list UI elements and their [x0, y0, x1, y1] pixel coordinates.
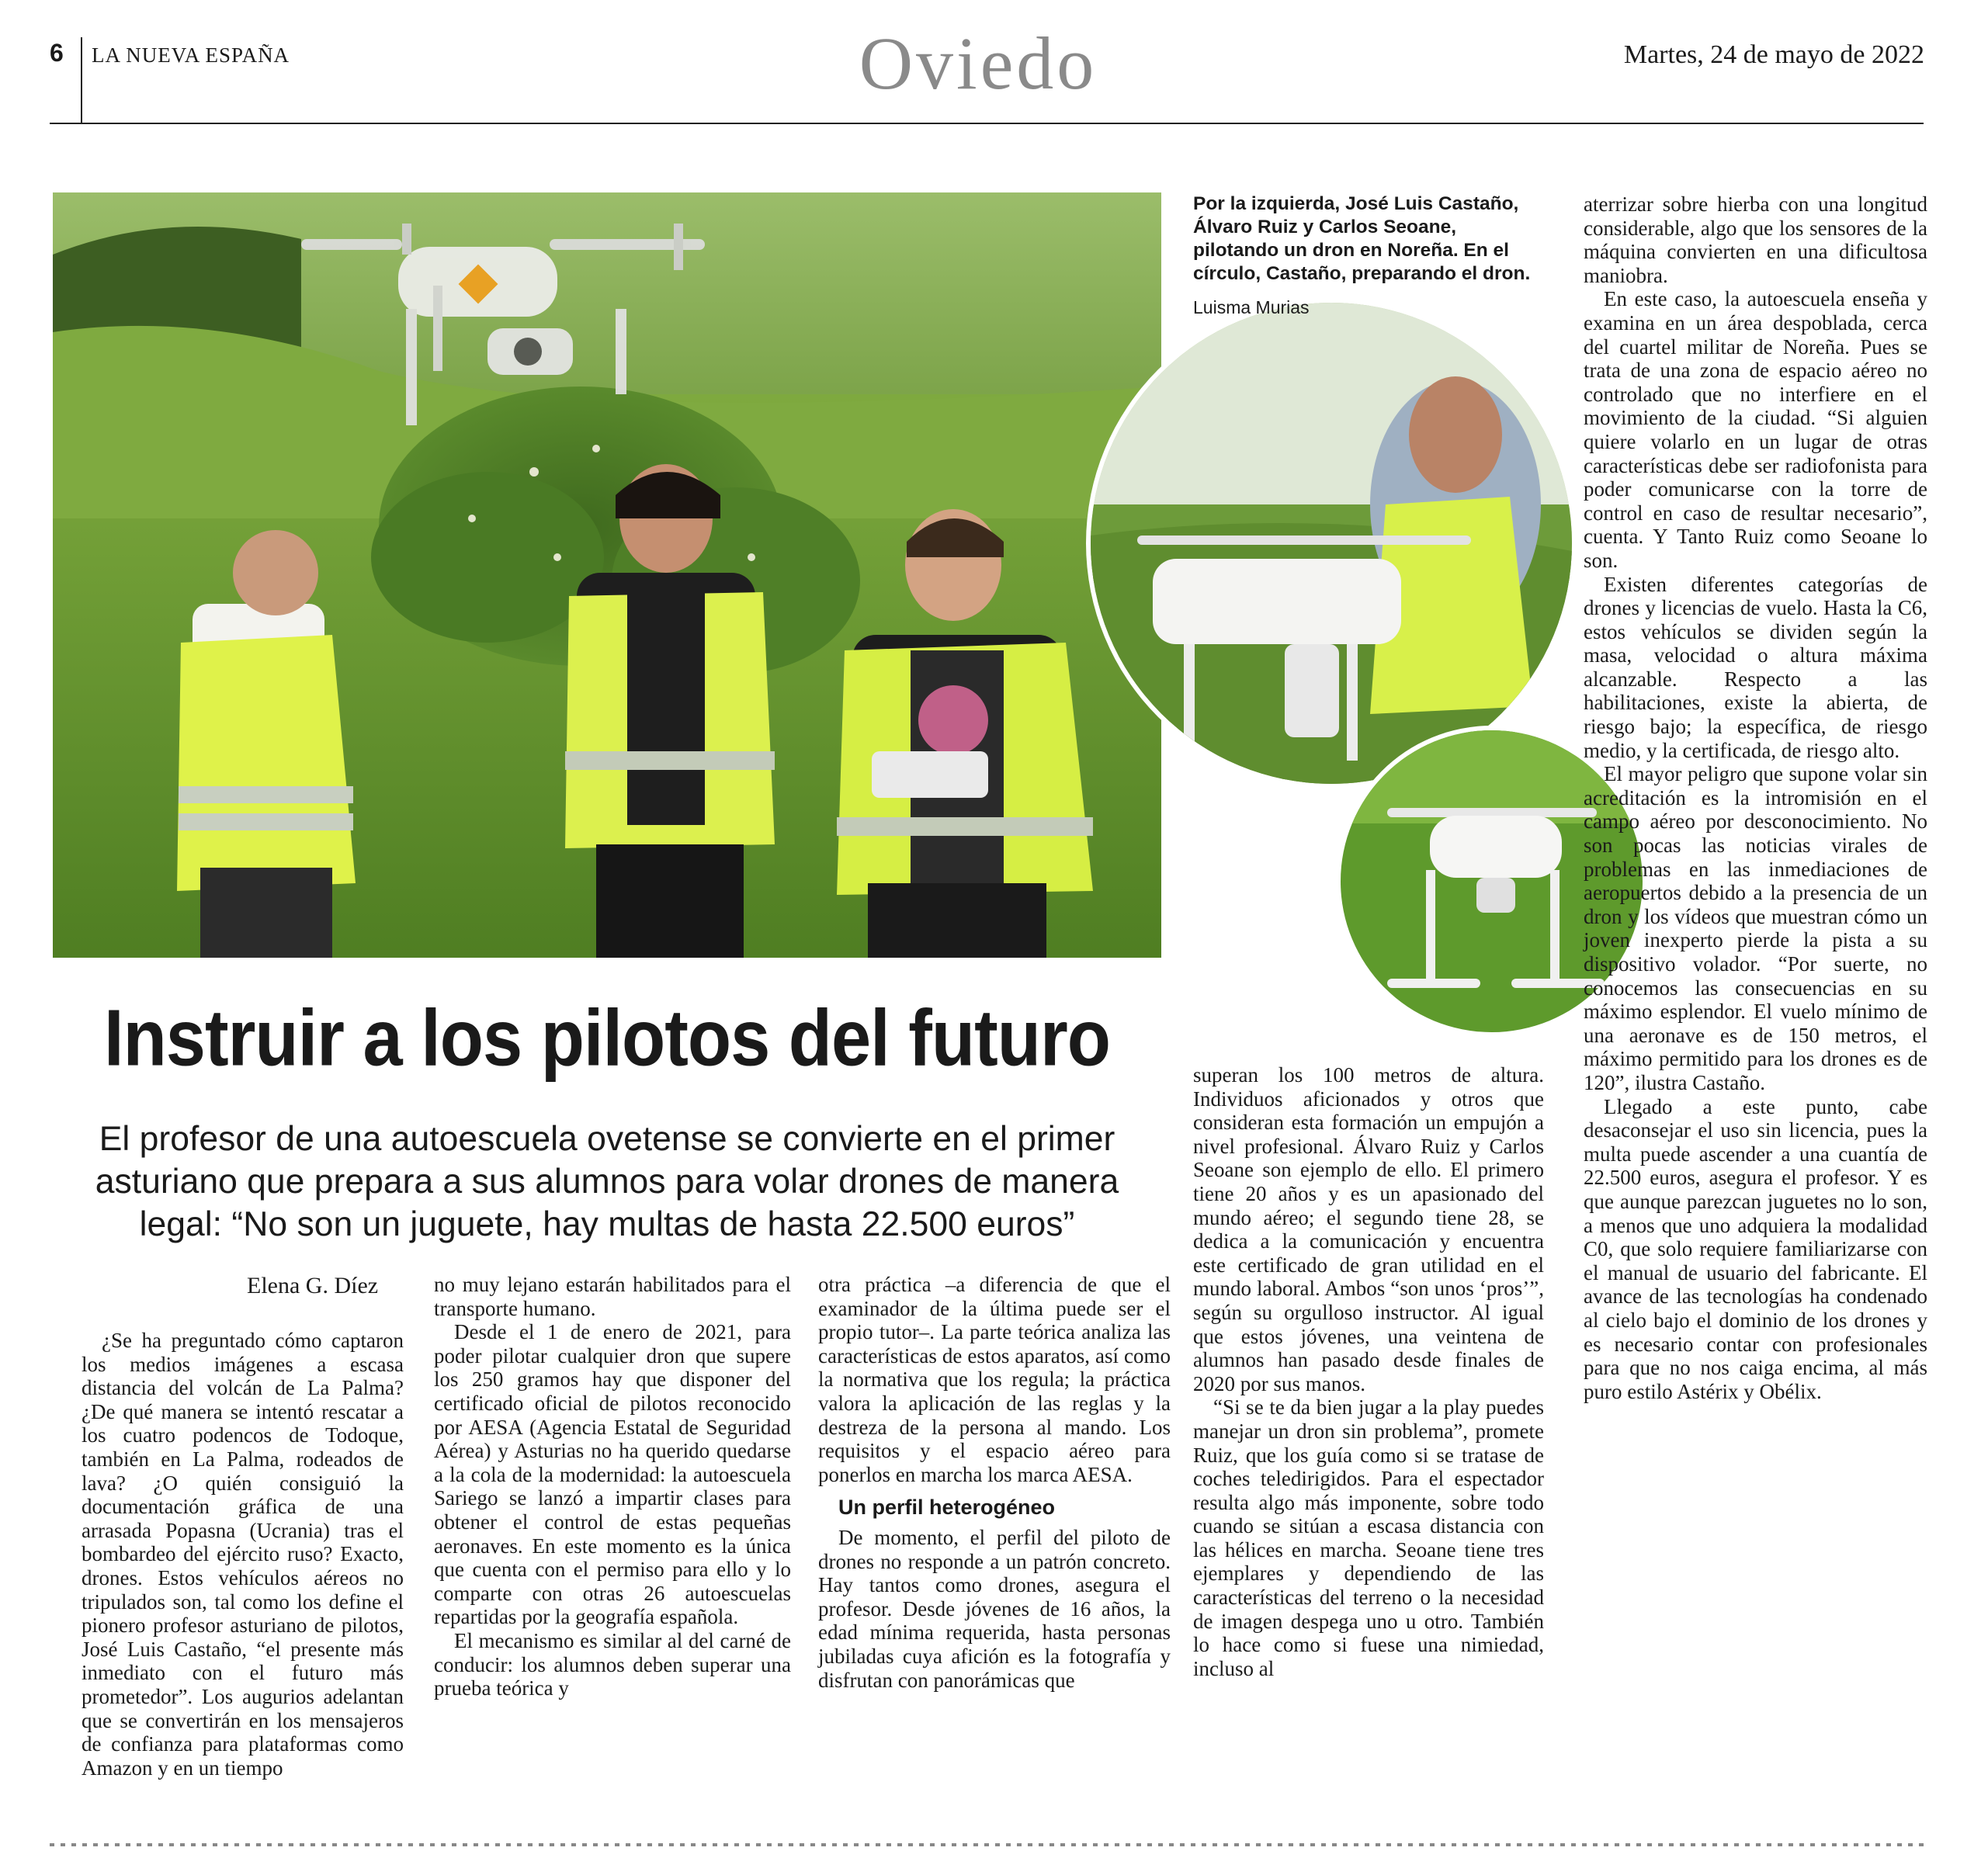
newspaper-name: LA NUEVA ESPAÑA: [92, 43, 290, 67]
photo-credit: Luisma Murias: [1193, 297, 1310, 317]
paragraph: Desde el 1 de enero de 2021, para poder pilotar cualquier dron que supere los 250 gramos hay que disponer del certificado oficial de pilotos reconocido por AESA (Agencia Estatal de Seguridad Aérea) y Asturias no ha querido quedarse a la cola de la modernidad: la autoescuela Sariego se lanzó a impartir clases para obtener el control de estas pequeñas aeronaves. En este momento es la única que cuenta con el permiso para ello y lo comparte con otras 26 autoescuelas repartidas por la geografía española.: [434, 1320, 791, 1629]
paragraph: otra práctica –a diferencia de que el examinador de la última puede ser el propio tutor–. La parte teórica analiza las características de estos aparatos, así como la normativa que los regula; la práctica valora la aplicación de las reglas y la destreza de la persona al mando. Los requisitos y el espacio aéreo para ponerlos en marcha los marca AESA.: [818, 1273, 1171, 1486]
headline: Instruir a los pilotos del futuro: [104, 993, 1110, 1083]
byline: Elena G. Díez: [247, 1273, 379, 1298]
header-separator: [81, 37, 82, 124]
body-column-4: [1193, 1063, 1544, 1680]
section-subheading: Un perfil heterogéneo: [838, 1496, 1056, 1520]
body-column-3: [818, 1273, 1171, 1692]
paragraph: El mecanismo es similar al del carné de conducir: los alumnos deben superar una prueba teórica y: [434, 1628, 791, 1700]
photo-caption: Por la izquierda, José Luis Castaño, Álvaro Ruiz y Carlos Seoane, pilotando un dron en Noreña. En el círculo, Castaño, preparando el dron.: [1193, 193, 1531, 284]
paragraph: El mayor peligro que supone volar sin acreditación es la intromisión en el campo aéreo por desconocimiento. No son pocas las noticias virales de problemas en las inmediaciones de aeropuertos debido a la presencia de un dron y los vídeos que muestran cómo un joven inexperto pierde la pista a su dispositivo volador. “Por suerte, no conocemos las consecuencias en su máximo esplendor. El vuelo mínimo de una aeronave es de 150 metros, el máximo permitido para los drones es de 120”, ilustra Castaño.: [1584, 762, 1927, 1094]
issue-date: Martes, 24 de mayo de 2022: [1623, 40, 1924, 69]
main-photo: [53, 192, 1161, 958]
paragraph: “Si se te da bien jugar a la play puedes manejar un dron sin problema”, promete Ruiz, que los guía como si se tratase de coches teledirigidos. Para el espectador resulta algo más imponente, sobre todo cuando se sitúan a escasa distancia con las hélices en marcha. Seoane tiene tres ejemplares y dependiendo de las características del terreno o la necesidad de imagen despega uno u otro. También lo hace como si fuese una nimiedad, incluso al: [1193, 1395, 1544, 1680]
paragraph: Llegado a este punto, cabe desaconsejar el uso sin licencia, pues la multa puede ascender a una cuantía de 22.500 euros, asegura el profesor. Y es que aunque parezcan juguetes no lo son, a menos que uno adquiera la modalidad C0, que solo requiere familiarizarse con el manual de usuario del fabricante. El avance de las tecnologías ha condenado al cielo bajo el dominio de los drones y es necesario contar con profesionales para que no nos caiga encima, al más puro estilo Astérix y Obélix.: [1584, 1094, 1927, 1403]
castano-preparing-drone-photo: [1091, 303, 1572, 784]
circle-photo-castano: [1091, 303, 1572, 784]
bottom-border: [50, 1843, 1924, 1846]
paragraph: De momento, el perfil del piloto de drones no responde a un patrón concreto. Hay tantos como drones, asegura el profesor. Desde jóvenes de 16 años, la edad mínima requerida, hasta personas jubiladas cuya afición es la fotografía y disfrutan con panorámicas que: [818, 1525, 1171, 1692]
paragraph: aterrizar sobre hierba con una longitud considerable, algo que los sensores de la máquina convierten en una dificultosa maniobra.: [1584, 192, 1927, 287]
section-title: Oviedo: [859, 22, 1098, 105]
header-rule: [50, 123, 1924, 124]
body-column-2: [434, 1273, 791, 1700]
paragraph: Existen diferentes categorías de drones y licencias de vuelo. Hasta la C6, estos vehículos se dividen según la masa, velocidad o altura máxima alcanzable. Respecto a las habilitaciones, existe la abierta, de riesgo bajo; la específica, de riesgo medio, y la certificada, de riesgo alto.: [1584, 572, 1927, 762]
body-column-5: [1584, 192, 1927, 1403]
page-number: 6: [50, 39, 64, 67]
paragraph: En este caso, la autoescuela enseña y examina en un área despoblada, cerca del cuartel militar de Noreña. Pues se trata de una zona de espacio aéreo no controlado que no interfiere en el movimiento de la ciudad. “Si alguien quiere volarlo en un lugar de otras características debe ser radiofonista para poder comunicarse con la torre de control en caso de resultar necesario”, cuenta. Y Tanto Ruiz como Seoane lo son.: [1584, 287, 1927, 572]
subheadline: El profesor de una autoescuela ovetense se convierte en el primer asturiano que prepara a sus alumnos para volar drones de manera legal: “No son un juguete, hay multas de hasta 22.500 euros”: [95, 1120, 1119, 1243]
paragraph: no muy lejano estarán habilitados para el transporte humano.: [434, 1273, 791, 1320]
paragraph: ¿Se ha preguntado cómo captaron los medios imágenes a escasa distancia del volcán de La Palma? ¿De qué manera se intentó rescatar a los cuatro podencos de Todoque, también en La Palma, rodeados de lava? ¿O quién consiguió la documentación gráfica de una arrasada Popasna (Ucrania) tras el bombardeo del ejército ruso? Exacto, drones. Estos vehículos aéreos no tripulados son, tal como los define el pionero profesor asturiano de pilotos, José Luis Castaño, “el presente más inmediato con el futuro más prometedor”. Los augurios adelantan que se convertirán en los mensajeros de confianza para plataformas como Amazon y en un tiempo: [82, 1329, 404, 1780]
drone-pilots-photo: [53, 192, 1161, 958]
paragraph: superan los 100 metros de altura. Individuos aficionados y otros que consideran esta formación un empujón a nivel profesional. Álvaro Ruiz y Carlos Seoane son ejemplo de ello. El primero tiene 20 años y es un apasionado del mundo aéreo; el segundo tiene 28, se dedica a la comunicación y encuentra este certificado de gran utilidad en el mundo laboral. Ambos “son unos ‘pros’”, según su orgulloso instructor. Al igual que estos jóvenes, una veintena de alumnos han pasado desde finales de 2020 por sus manos.: [1193, 1063, 1544, 1395]
body-column-1: [82, 1329, 404, 1780]
